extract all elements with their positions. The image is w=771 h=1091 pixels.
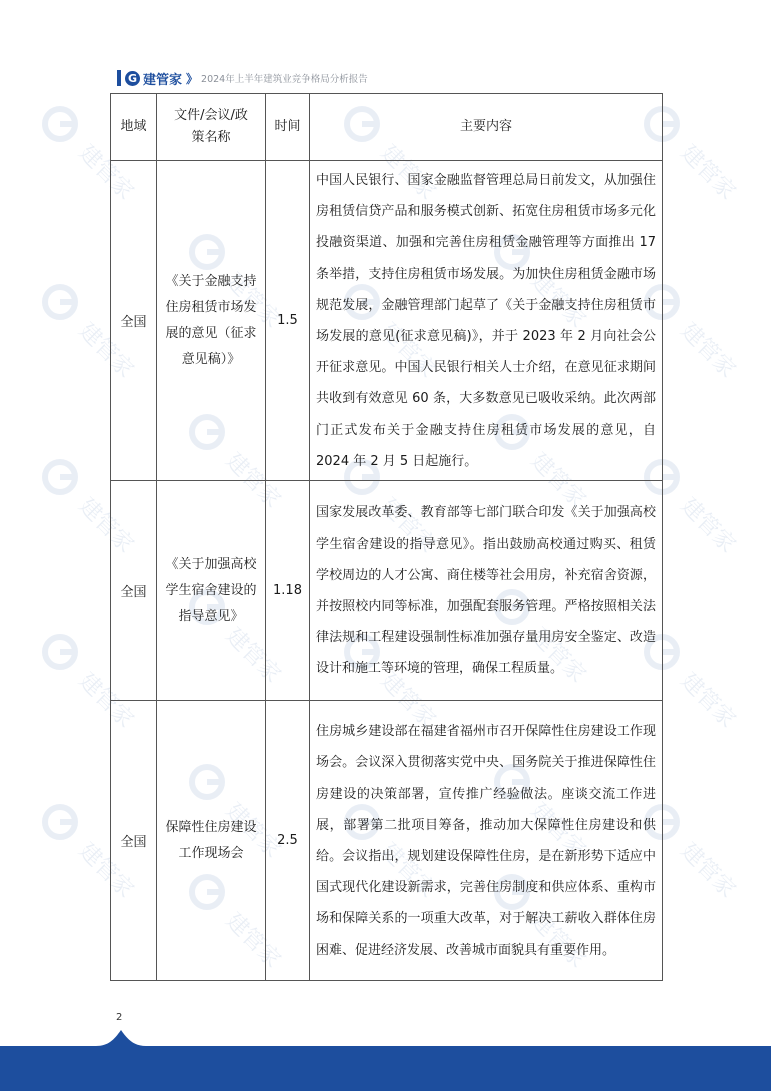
table-row (111, 701, 663, 981)
policy-table (110, 93, 663, 981)
row-content: 中国人民银行、国家金融监督管理总局日前发文，从加强住房租赁信贷产品和服务模式创新、拓宽住房租赁市场多元化投融资渠道、加强和完善住房租赁金融管理等方面推出 17 条举措，支持住房租赁市场发展。为加快住房租赁金融市场规范发展，金融管理部门起草了《关于金融支持住房租赁市场发展的意见(征求意见稿)》，并于 2023 年 2 月向社会公开征求意见。中国人民银行相关人士介绍，在意见征求期间共收到有效意见 60 条，大多数意见已吸收采纳。此次两部门正式发布关于金融支持住房租赁市场发展的意见，自 2024 年 2 月 5 日起施行。 (310, 161, 663, 481)
row-region: 全国 (111, 481, 157, 701)
chevrons-icon: 》 (186, 71, 196, 86)
header-date: 时间 (266, 94, 310, 161)
footer-wave (0, 1030, 771, 1091)
row-name: 《关于加强高校学生宿舍建设的指导意见》 (157, 481, 266, 701)
table-row (111, 481, 663, 701)
row-content: 国家发展改革委、教育部等七部门联合印发《关于加强高校学生宿舍建设的指导意见》。指出鼓励高校通过购买、租赁学校周边的人才公寓、商住楼等社会用房，补充宿舍资源，并按照校内同等标准，加强配套服务管理。严格按照相关法律法规和工程建设强制性标准加强存量用房安全鉴定、改造设计和施工等环境的管理，确保工程质量。 (310, 481, 663, 701)
row-content: 住房城乡建设部在福建省福州市召开保障性住房建设工作现场会。会议深入贯彻落实党中央、国务院关于推进保障性住房建设的决策部署，宣传推广经验做法。座谈交流工作进展，部署第二批项目筹备，推动加大保障性住房建设和供给。会议指出，规划建设保障性住房，是在新形势下适应中国式现代化建设新需求，完善住房制度和供应体系、重构市场和保障关系的一项重大改革，对于解决工薪收入群体住房困难、促进经济发展、改善城市面貌具有重要作用。 (310, 701, 663, 981)
logo-bar (117, 70, 121, 86)
row-region: 全国 (111, 701, 157, 981)
page-number: 2 (116, 1012, 123, 1023)
header-content: 主要内容 (310, 94, 663, 161)
report-title: 2024年上半年建筑业竞争格局分析报告 (201, 74, 368, 85)
table-row (111, 161, 663, 481)
header-region: 地域 (111, 94, 157, 161)
brand-logo-icon: G (125, 71, 140, 86)
row-date: 1.5 (266, 161, 310, 481)
row-name: 保障性住房建设工作现场会 (157, 701, 266, 981)
page-header (117, 68, 368, 88)
row-date: 2.5 (266, 701, 310, 981)
row-date: 1.18 (266, 481, 310, 701)
brand-name: 建管家 (143, 72, 183, 88)
table-header-row (111, 94, 663, 161)
row-name: 《关于金融支持住房租赁市场发展的意见（征求意见稿）》 (157, 161, 266, 481)
row-region: 全国 (111, 161, 157, 481)
header-name: 文件/会议/政策名称 (157, 94, 266, 161)
